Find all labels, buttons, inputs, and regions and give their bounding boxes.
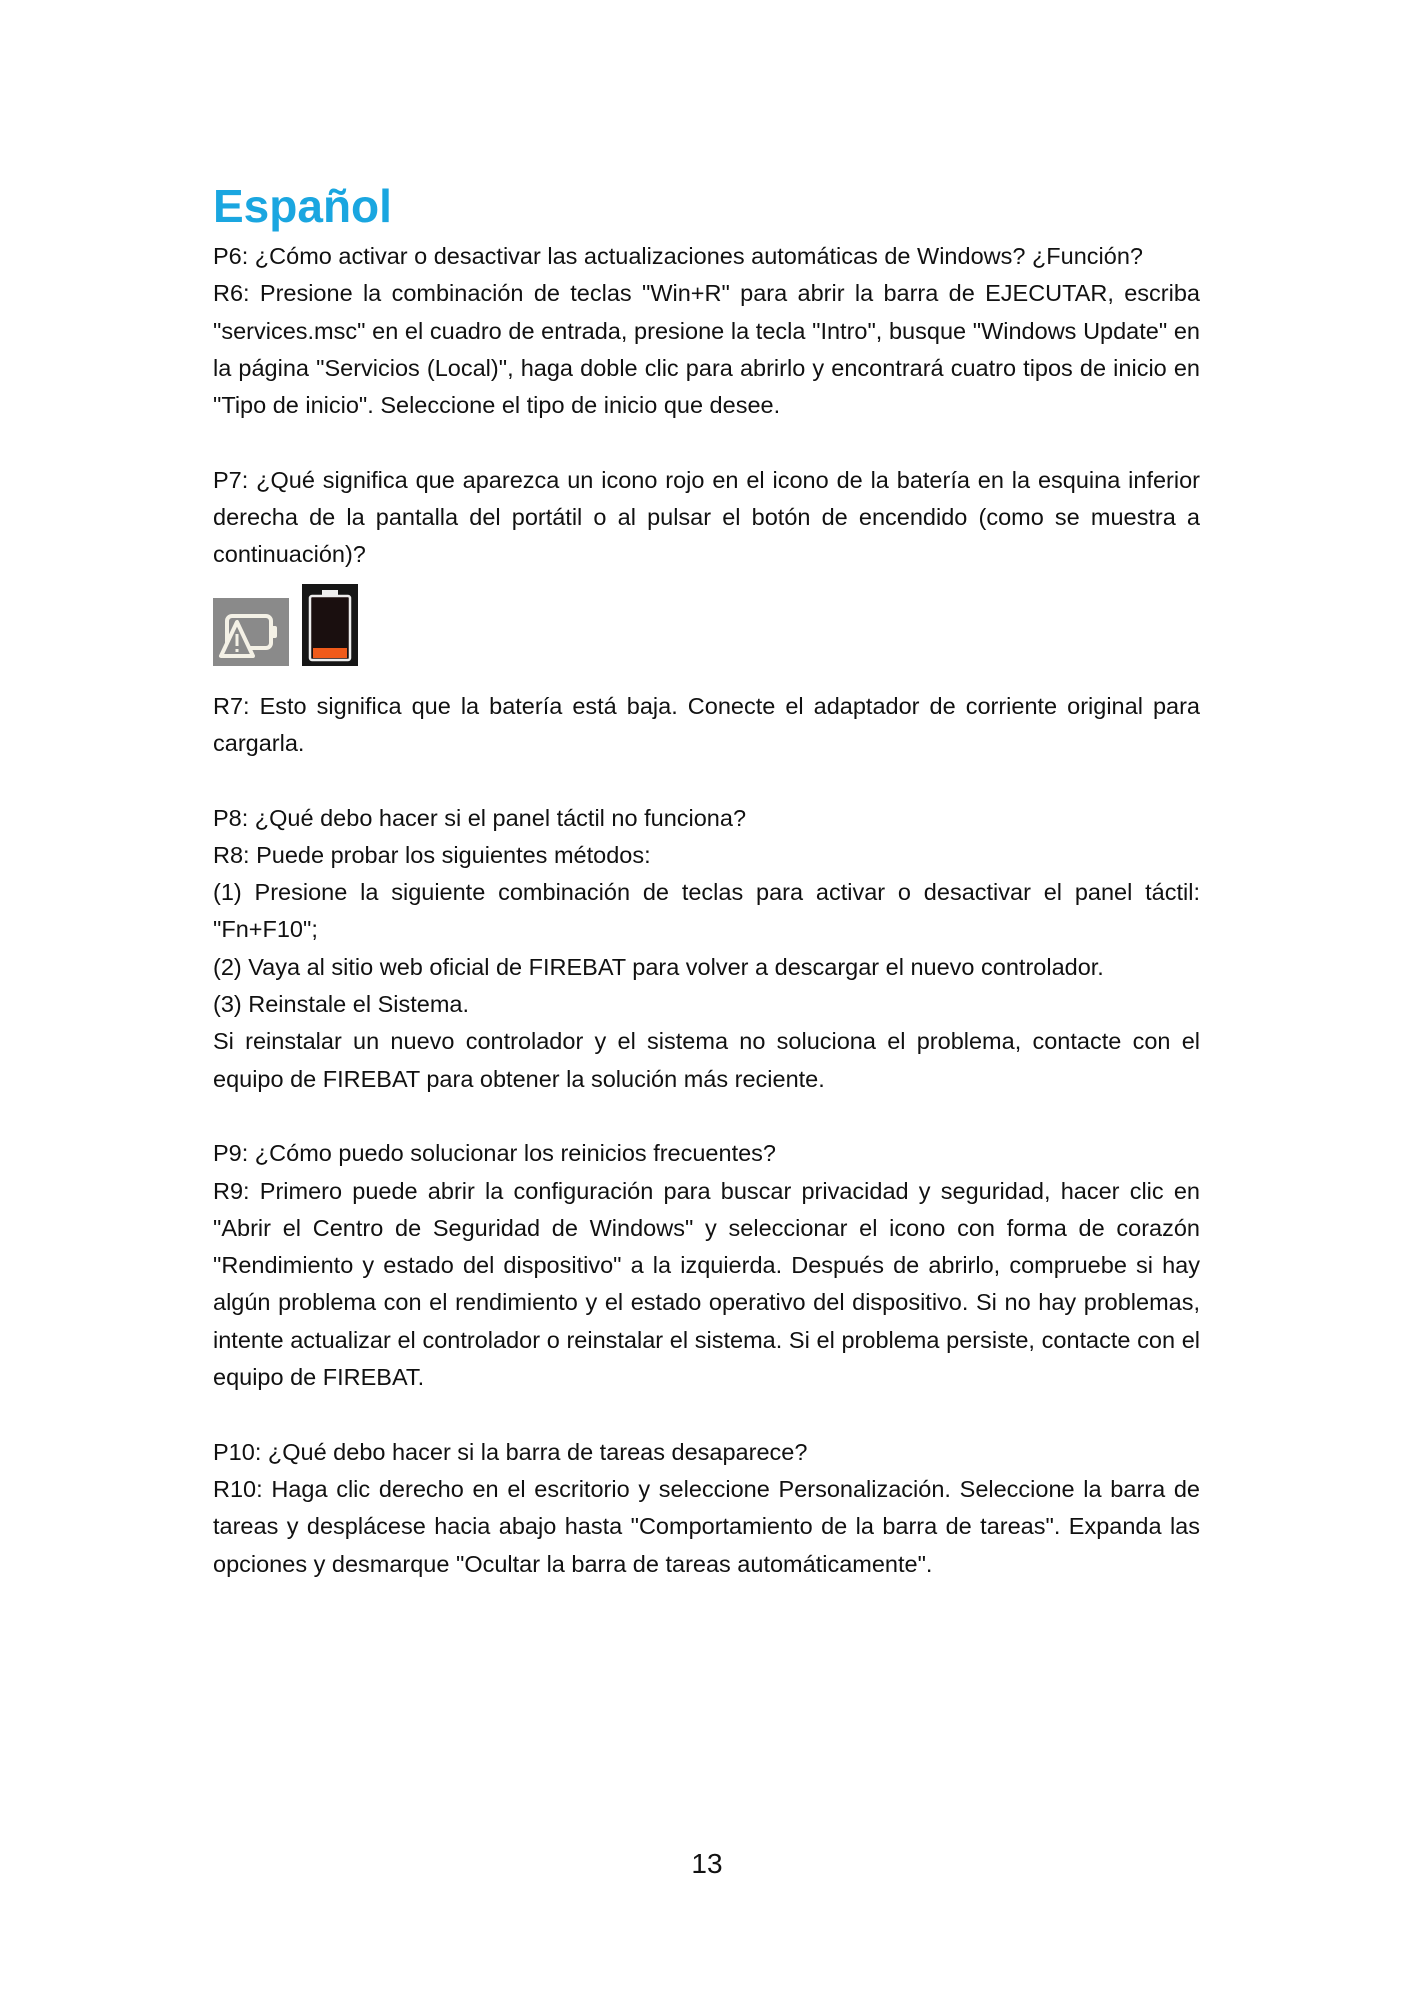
question-p6: P6: ¿Cómo activar o desactivar las actualizaciones automáticas de Windows? ¿Función?	[213, 243, 1143, 269]
answer-r7: R7: Esto significa que la batería está baja. Conecte el adaptador de corriente original para cargarla.	[213, 692, 1200, 756]
answer-r9: R9: Primero puede abrir la configuración para buscar privacidad y seguridad, hacer clic en "Abrir el Centro de Seguridad de Windows" y seleccionar el icono con forma de corazón "Rendimiento y estado del dispositivo" a la izquierda. Después de abrirlo, compruebe si hay algún problema con el rendimiento y el estado operativo del dispositivo. Si no hay problemas, intente actualizar el controlador o reinstalar el sistema. Si el problema persiste, contacte con el equipo de FIREBAT.	[213, 1177, 1200, 1391]
document-page	[213, 178, 1200, 1583]
answer-r8-step-3: (3) Reinstale el Sistema.	[213, 991, 469, 1018]
page-number: 13	[691, 1848, 723, 1879]
answer-r8-outro: Si reinstalar un nuevo controlador y el sistema no soluciona el problema, contacte con el equipo de FIREBAT para obtener la solución más reciente.	[213, 1028, 1200, 1092]
question-p10: P10: ¿Qué debo hacer si la barra de tareas desaparece?	[213, 1438, 808, 1465]
battery-icons	[213, 584, 1200, 666]
question-p8: P8: ¿Qué debo hacer si el panel táctil no funciona?	[213, 804, 747, 831]
spacer	[213, 762, 1200, 799]
answer-r6: R6: Presione la combinación de teclas "Win+R" para abrir la barra de EJECUTAR, escriba "services.msc" en el cuadro de entrada, presione la tecla "Intro", busque "Windows Update" en la página "Servicios (Local)", haga doble clic para abrirlo y encontrará cuatro tipos de inicio en "Tipo de inicio". Seleccione el tipo de inicio que desee.	[213, 280, 1200, 419]
answer-r8-step-1: (1) Presione la siguiente combinación de teclas para activar o desactivar el panel táctil: "Fn+F10";	[213, 879, 1200, 943]
section-heading: Español	[213, 180, 392, 232]
battery-warning-icon	[213, 598, 289, 666]
battery-low-icon	[302, 584, 358, 666]
spacer	[213, 1396, 1200, 1433]
question-p9: P9: ¿Cómo puedo solucionar los reinicios frecuentes?	[213, 1140, 776, 1167]
spacer	[213, 1098, 1200, 1135]
answer-r8-intro: R8: Puede probar los siguientes métodos:	[213, 841, 651, 868]
question-p7: P7: ¿Qué significa que aparezca un icono rojo en el icono de la batería en la esquina inferior derecha de la pantalla del portátil o al pulsar el botón de encendido (como se muestra a continuación)?	[213, 466, 1200, 568]
answer-r8-step-2: (2) Vaya al sitio web oficial de FIREBAT para volver a descargar el nuevo controlador.	[213, 953, 1104, 980]
spacer	[213, 424, 1200, 461]
answer-r10: R10: Haga clic derecho en el escritorio y seleccione Personalización. Seleccione la barra de tareas y desplácese hacia abajo hasta "Comportamiento de la barra de tareas". Expanda las opciones y desmarque "Ocultar la barra de tareas automáticamente".	[213, 1475, 1200, 1577]
